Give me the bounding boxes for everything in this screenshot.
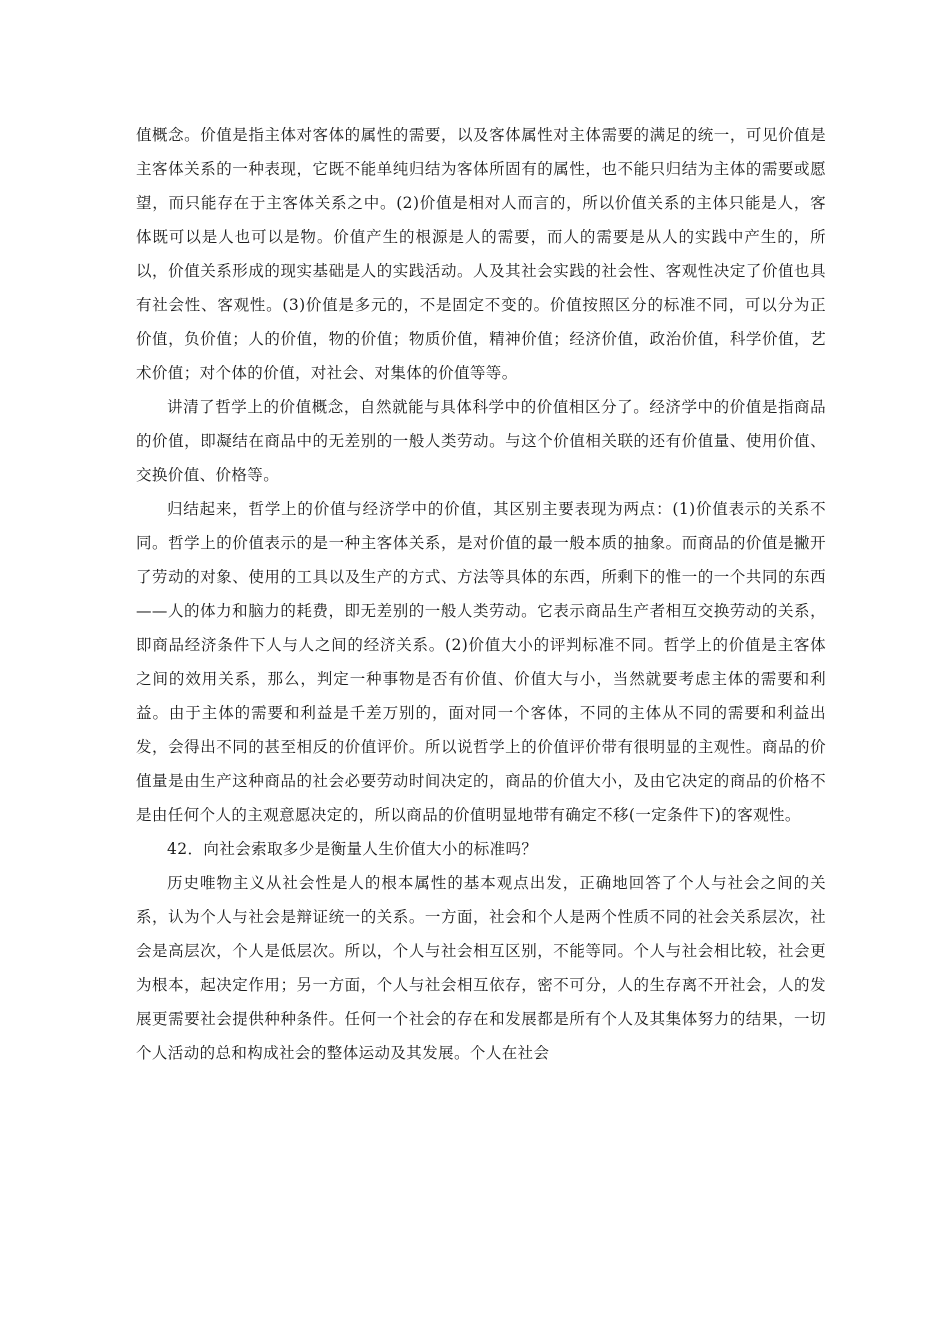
paragraph-individual-society: 历史唯物主义从社会性是人的根本属性的基本观点出发，正确地回答了个人与社会之间的关系，认为个人与社会是辩证统一的关系。一方面，社会和个人是两个性质不同的社会关系层次，社会是高层次，个人是低层次。所以，个人与社会相互区别，不能等同。个人与社会相比较，社会更为根本，起决定作用；另一方面，个人与社会相互依存，密不可分，人的生存离不开社会，人的发展更需要社会提供种种条件。任何一个社会的存在和发展都是所有个人及其集体努力的结果，一切个人活动的总和构成社会的整体运动及其发展。个人在社会: [136, 874, 826, 1062]
paragraph-economic-value: 讲清了哲学上的价值概念，自然就能与具体科学中的价值相区分了。经济学中的价值是指商品的价值，即凝结在商品中的无差别的一般人类劳动。与这个价值相关联的还有价值量、使用价值、交换价值、价格等。: [136, 398, 826, 484]
question-heading-42: 42．向社会索取多少是衡量人生价值大小的标准吗？: [167, 840, 538, 858]
paragraph-value-concept: 值概念。价值是指主体对客体的属性的需要，以及客体属性对主体需要的满足的统一，可见价值是主客体关系的一种表现，它既不能单纯归结为客体所固有的属性，也不能只归结为主体的需要或愿望，而只能存在于主客体关系之中。(2)价值是相对人而言的，所以价值关系的主体只能是人，客体既可以是人也可以是物。价值产生的根源是人的需要，而人的需要是从人的实践中产生的，所以，价值关系形成的现实基础是人的实践活动。人及其社会实践的社会性、客观性决定了价值也具有社会性、客观性。(3)价值是多元的，不是固定不变的。价值按照区分的标准不同，可以分为正价值，负价值；人的价值，物的价值；物质价值，精神价值；经济价值，政治价值，科学价值，艺术价值；对个体的价值，对社会、对集体的价值等等。: [136, 126, 826, 382]
document-page: [136, 118, 826, 1070]
paragraph-differences: 归结起来，哲学上的价值与经济学中的价值，其区别主要表现为两点：(1)价值表示的关系不同。哲学上的价值表示的是一种主客体关系，是对价值的最一般本质的抽象。而商品的价值是撇开了劳动的对象、使用的工具以及生产的方式、方法等具体的东西，所剩下的惟一的一个共同的东西——人的体力和脑力的耗费，即无差别的一般人类劳动。它表示商品生产者相互交换劳动的关系，即商品经济条件下人与人之间的经济关系。(2)价值大小的评判标准不同。哲学上的价值是主客体之间的效用关系，那么，判定一种事物是否有价值、价值大与小，当然就要考虑主体的需要和利益。由于主体的需要和利益是千差万别的，面对同一个客体，不同的主体从不同的需要和利益出发，会得出不同的甚至相反的价值评价。所以说哲学上的价值评价带有很明显的主观性。商品的价值量是由生产这种商品的社会必要劳动时间决定的，商品的价值大小，及由它决定的商品的价格不是由任何个人的主观意愿决定的，所以商品的价值明显地带有确定不移(一定条件下)的客观性。: [136, 500, 826, 824]
